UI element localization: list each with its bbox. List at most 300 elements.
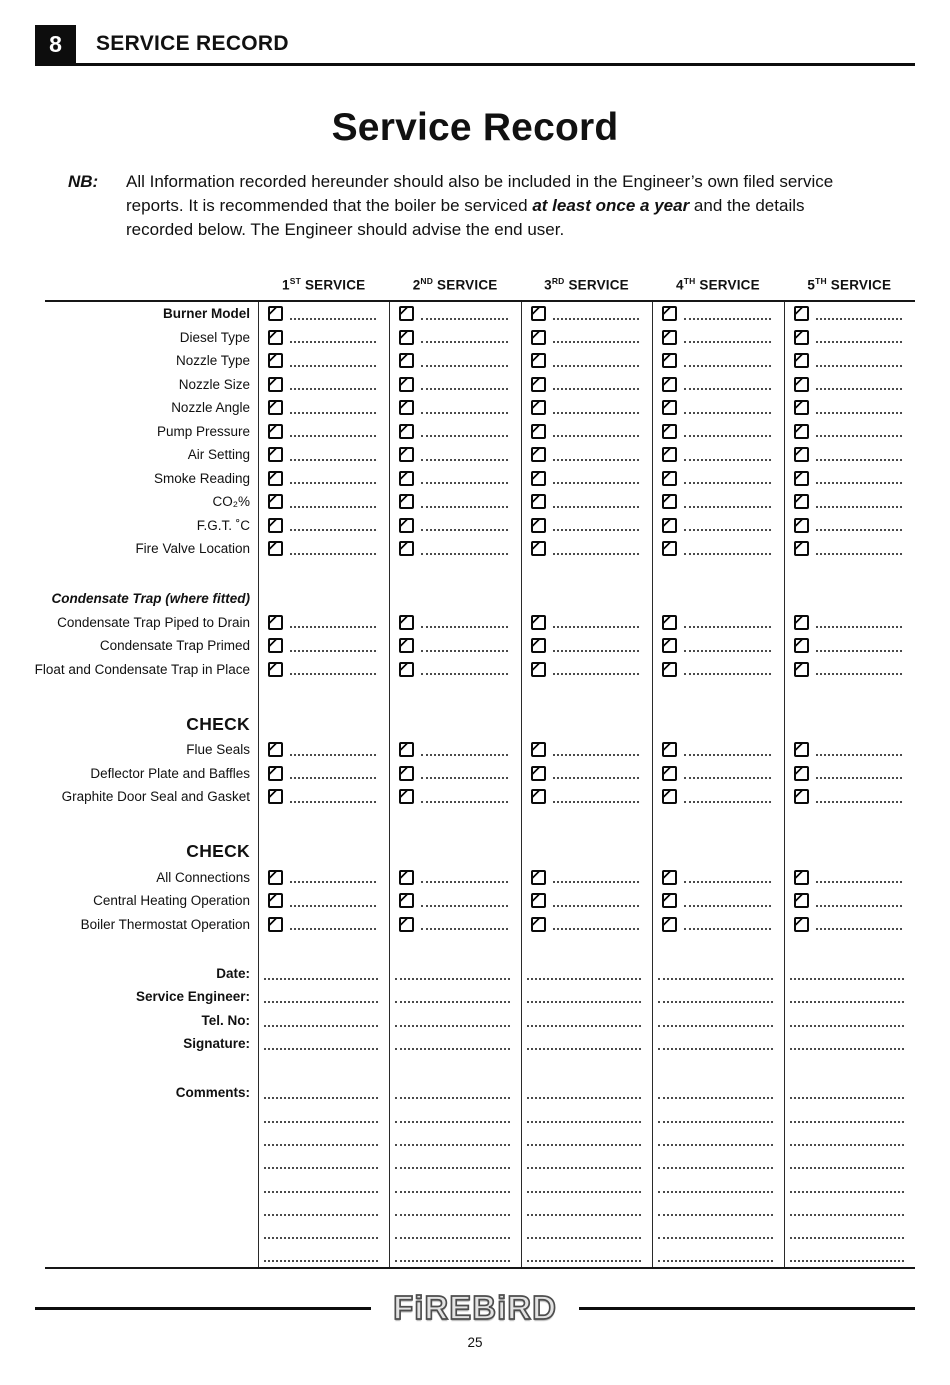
service-cell bbox=[652, 962, 783, 985]
entry-dotted-line bbox=[684, 881, 770, 883]
table-row bbox=[45, 889, 915, 913]
row-label bbox=[45, 1032, 258, 1055]
checkbox-icon bbox=[399, 662, 414, 677]
service-cell bbox=[258, 889, 389, 913]
service-cell bbox=[784, 513, 915, 537]
service-cell bbox=[521, 1032, 652, 1055]
service-cell bbox=[389, 808, 520, 834]
service-cell bbox=[389, 936, 520, 962]
table-row bbox=[45, 1151, 915, 1174]
service-cell bbox=[389, 962, 520, 985]
checkbox-icon bbox=[399, 917, 414, 932]
table-row bbox=[45, 1104, 915, 1127]
service-cell bbox=[784, 889, 915, 913]
service-cell bbox=[521, 372, 652, 396]
row-label bbox=[45, 808, 258, 834]
row-label-text: Diesel Type bbox=[179, 329, 250, 345]
entry-dotted-line bbox=[553, 365, 639, 367]
service-cell bbox=[652, 325, 783, 349]
table-row bbox=[45, 912, 915, 936]
service-cell bbox=[652, 985, 783, 1008]
service-cell bbox=[521, 834, 652, 865]
row-label-text: Service Engineer: bbox=[135, 989, 250, 1005]
checkbox-icon bbox=[662, 424, 677, 439]
checkbox-icon bbox=[268, 424, 283, 439]
table-row bbox=[45, 610, 915, 634]
service-cell bbox=[521, 302, 652, 326]
service-cell bbox=[521, 681, 652, 707]
entry-dotted-line bbox=[553, 435, 639, 437]
row-label-text: Tel. No: bbox=[201, 1012, 250, 1028]
entry-dotted-line bbox=[395, 1097, 509, 1099]
entry-dotted-line bbox=[527, 1191, 641, 1193]
entry-dotted-line bbox=[816, 801, 902, 803]
entry-dotted-line bbox=[816, 459, 902, 461]
entry-dotted-line bbox=[395, 1260, 509, 1262]
checkbox-icon bbox=[268, 742, 283, 757]
checkbox-icon bbox=[399, 870, 414, 885]
checkbox-icon bbox=[399, 638, 414, 653]
row-label bbox=[45, 785, 258, 809]
nb-note bbox=[68, 170, 875, 242]
row-label-text: F.G.T. ˚C bbox=[196, 517, 250, 533]
checkbox-icon bbox=[794, 306, 809, 321]
firebird-logo: FiREBiRD bbox=[393, 1289, 557, 1327]
table-row bbox=[45, 1055, 915, 1081]
service-cell bbox=[258, 466, 389, 490]
service-cell bbox=[258, 808, 389, 834]
service-cell bbox=[389, 634, 520, 658]
checkbox-icon bbox=[531, 662, 546, 677]
checkbox-icon bbox=[268, 766, 283, 781]
entry-dotted-line bbox=[658, 1260, 772, 1262]
service-cell bbox=[784, 1104, 915, 1127]
entry-dotted-line bbox=[395, 1001, 509, 1003]
service-cell bbox=[258, 490, 389, 514]
entry-dotted-line bbox=[421, 754, 507, 756]
service-cell bbox=[521, 889, 652, 913]
checkbox-icon bbox=[531, 742, 546, 757]
service-cell bbox=[652, 889, 783, 913]
checkbox-icon bbox=[794, 518, 809, 533]
service-cell bbox=[389, 302, 520, 326]
service-cell bbox=[389, 738, 520, 762]
table-row bbox=[45, 1174, 915, 1197]
service-cell bbox=[652, 466, 783, 490]
table-row bbox=[45, 490, 915, 514]
checkbox-icon bbox=[794, 615, 809, 630]
checkbox-icon bbox=[662, 471, 677, 486]
entry-dotted-line bbox=[684, 341, 770, 343]
column-header: 3RD SERVICE bbox=[544, 276, 629, 293]
nb-emphasis: at least once a year bbox=[532, 196, 690, 216]
service-cell bbox=[652, 1198, 783, 1221]
service-cell bbox=[389, 1244, 520, 1267]
checkbox-icon bbox=[662, 353, 677, 368]
table-row bbox=[45, 634, 915, 658]
entry-dotted-line bbox=[790, 978, 904, 980]
entry-dotted-line bbox=[658, 978, 772, 980]
entry-dotted-line bbox=[816, 650, 902, 652]
service-cell bbox=[784, 490, 915, 514]
checkbox-icon bbox=[531, 789, 546, 804]
entry-dotted-line bbox=[816, 928, 902, 930]
service-cell bbox=[784, 738, 915, 762]
entry-dotted-line bbox=[527, 1214, 641, 1216]
table-row bbox=[45, 466, 915, 490]
entry-dotted-line bbox=[290, 881, 376, 883]
row-label bbox=[45, 443, 258, 467]
entry-dotted-line bbox=[421, 412, 507, 414]
entry-dotted-line bbox=[395, 1167, 509, 1169]
table-row bbox=[45, 1128, 915, 1151]
row-label bbox=[45, 537, 258, 561]
service-cell bbox=[389, 586, 520, 610]
table-row bbox=[45, 738, 915, 762]
service-cell bbox=[784, 586, 915, 610]
service-cell bbox=[389, 1221, 520, 1244]
service-cell bbox=[258, 610, 389, 634]
entry-dotted-line bbox=[527, 1097, 641, 1099]
row-label bbox=[45, 490, 258, 514]
entry-dotted-line bbox=[527, 1144, 641, 1146]
checkbox-icon bbox=[794, 424, 809, 439]
row-label-text: Fire Valve Location bbox=[135, 541, 250, 557]
row-label bbox=[45, 325, 258, 349]
service-cell bbox=[521, 707, 652, 738]
row-label bbox=[45, 936, 258, 962]
entry-dotted-line bbox=[527, 1260, 641, 1262]
entry-dotted-line bbox=[264, 1191, 378, 1193]
footer-rule-left bbox=[35, 1307, 371, 1310]
service-cell bbox=[652, 396, 783, 420]
service-cell bbox=[258, 443, 389, 467]
entry-dotted-line bbox=[395, 1144, 509, 1146]
entry-dotted-line bbox=[527, 978, 641, 980]
service-cell bbox=[784, 681, 915, 707]
entry-dotted-line bbox=[290, 459, 376, 461]
entry-dotted-line bbox=[553, 626, 639, 628]
checkbox-icon bbox=[399, 377, 414, 392]
entry-dotted-line bbox=[264, 1237, 378, 1239]
entry-dotted-line bbox=[290, 435, 376, 437]
entry-dotted-line bbox=[658, 1144, 772, 1146]
checkbox-icon bbox=[794, 541, 809, 556]
checkbox-icon bbox=[268, 893, 283, 908]
service-cell bbox=[652, 586, 783, 610]
checkbox-icon bbox=[531, 424, 546, 439]
service-cell bbox=[258, 1081, 389, 1104]
entry-dotted-line bbox=[790, 1048, 904, 1050]
service-cell bbox=[521, 1244, 652, 1267]
row-label bbox=[45, 1151, 258, 1174]
service-cell bbox=[389, 560, 520, 586]
service-cell bbox=[389, 396, 520, 420]
row-label bbox=[45, 560, 258, 586]
service-cell bbox=[258, 681, 389, 707]
service-cell bbox=[652, 808, 783, 834]
table-row bbox=[45, 396, 915, 420]
entry-dotted-line bbox=[790, 1097, 904, 1099]
entry-dotted-line bbox=[658, 1048, 772, 1050]
entry-dotted-line bbox=[421, 529, 507, 531]
row-label-text: All Connections bbox=[156, 869, 250, 885]
checkbox-icon bbox=[794, 447, 809, 462]
checkbox-icon bbox=[794, 893, 809, 908]
checkbox-icon bbox=[531, 870, 546, 885]
service-cell bbox=[784, 834, 915, 865]
checkbox-icon bbox=[268, 330, 283, 345]
entry-dotted-line bbox=[290, 650, 376, 652]
service-cell bbox=[652, 761, 783, 785]
entry-dotted-line bbox=[264, 1001, 378, 1003]
service-cell bbox=[652, 1032, 783, 1055]
service-cell bbox=[521, 1104, 652, 1127]
service-cell bbox=[521, 349, 652, 373]
service-cell bbox=[521, 738, 652, 762]
service-cell bbox=[389, 761, 520, 785]
entry-dotted-line bbox=[421, 459, 507, 461]
service-cell bbox=[784, 537, 915, 561]
row-label bbox=[45, 1104, 258, 1127]
entry-dotted-line bbox=[421, 388, 507, 390]
service-cell bbox=[521, 1174, 652, 1197]
service-cell bbox=[258, 325, 389, 349]
row-label bbox=[45, 634, 258, 658]
service-cell bbox=[389, 443, 520, 467]
entry-dotted-line bbox=[290, 553, 376, 555]
entry-dotted-line bbox=[684, 754, 770, 756]
checkbox-icon bbox=[794, 917, 809, 932]
row-label bbox=[45, 865, 258, 889]
service-cell bbox=[784, 372, 915, 396]
checkbox-icon bbox=[531, 471, 546, 486]
service-cell bbox=[784, 707, 915, 738]
entry-dotted-line bbox=[290, 341, 376, 343]
entry-dotted-line bbox=[421, 506, 507, 508]
service-cell bbox=[258, 865, 389, 889]
checkbox-icon bbox=[794, 471, 809, 486]
checkbox-icon bbox=[268, 917, 283, 932]
service-cell bbox=[389, 785, 520, 809]
service-cell bbox=[521, 912, 652, 936]
service-cell bbox=[652, 1221, 783, 1244]
entry-dotted-line bbox=[421, 905, 507, 907]
checkbox-icon bbox=[662, 518, 677, 533]
service-cell bbox=[389, 834, 520, 865]
service-cell bbox=[258, 1151, 389, 1174]
table-row bbox=[45, 1032, 915, 1055]
entry-dotted-line bbox=[395, 1025, 509, 1027]
service-cell bbox=[389, 372, 520, 396]
row-label bbox=[45, 349, 258, 373]
row-label-text: CHECK bbox=[186, 841, 250, 862]
entry-dotted-line bbox=[790, 1237, 904, 1239]
entry-dotted-line bbox=[658, 1097, 772, 1099]
checkbox-icon bbox=[662, 766, 677, 781]
row-label bbox=[45, 1221, 258, 1244]
service-cell bbox=[784, 1008, 915, 1031]
service-cell bbox=[784, 349, 915, 373]
table-row bbox=[34, 657, 915, 681]
entry-dotted-line bbox=[527, 1121, 641, 1123]
row-label-text: Graphite Door Seal and Gasket bbox=[61, 789, 250, 805]
table-row bbox=[45, 865, 915, 889]
checkbox-icon bbox=[531, 377, 546, 392]
service-cell bbox=[784, 560, 915, 586]
checkbox-icon bbox=[531, 330, 546, 345]
service-cell bbox=[521, 1128, 652, 1151]
row-label bbox=[45, 302, 258, 326]
entry-dotted-line bbox=[421, 801, 507, 803]
checkbox-icon bbox=[794, 662, 809, 677]
service-cell bbox=[784, 1221, 915, 1244]
checkbox-icon bbox=[399, 447, 414, 462]
table-row bbox=[45, 325, 915, 349]
entry-dotted-line bbox=[421, 482, 507, 484]
entry-dotted-line bbox=[816, 673, 902, 675]
service-cell bbox=[521, 936, 652, 962]
page-number: 25 bbox=[467, 1335, 483, 1351]
service-record-table bbox=[34, 276, 915, 1269]
entry-dotted-line bbox=[816, 365, 902, 367]
table-row bbox=[45, 537, 915, 561]
service-cell bbox=[784, 1198, 915, 1221]
entry-dotted-line bbox=[290, 905, 376, 907]
entry-dotted-line bbox=[658, 1167, 772, 1169]
entry-dotted-line bbox=[264, 1025, 378, 1027]
entry-dotted-line bbox=[790, 1144, 904, 1146]
row-label bbox=[45, 962, 258, 985]
service-cell bbox=[258, 962, 389, 985]
service-cell bbox=[521, 325, 652, 349]
row-label bbox=[45, 513, 258, 537]
service-cell bbox=[784, 1151, 915, 1174]
entry-dotted-line bbox=[421, 650, 507, 652]
service-cell bbox=[652, 707, 783, 738]
entry-dotted-line bbox=[421, 553, 507, 555]
service-cell bbox=[784, 466, 915, 490]
entry-dotted-line bbox=[684, 365, 770, 367]
entry-dotted-line bbox=[684, 412, 770, 414]
nb-text-before: All Information recorded hereunder should also be included in the Engineer’s own filed service reports. It is recommended that the boiler be serviced bbox=[126, 172, 834, 216]
table-row bbox=[45, 936, 915, 962]
checkbox-icon bbox=[662, 662, 677, 677]
entry-dotted-line bbox=[816, 905, 902, 907]
table-row bbox=[45, 1008, 915, 1031]
service-cell bbox=[784, 1244, 915, 1267]
entry-dotted-line bbox=[684, 459, 770, 461]
service-cell bbox=[389, 912, 520, 936]
checkbox-icon bbox=[662, 306, 677, 321]
service-cell bbox=[389, 1151, 520, 1174]
service-cell bbox=[652, 1244, 783, 1267]
entry-dotted-line bbox=[553, 673, 639, 675]
service-cell bbox=[784, 1081, 915, 1104]
entry-dotted-line bbox=[395, 1191, 509, 1193]
checkbox-icon bbox=[794, 400, 809, 415]
service-cell bbox=[258, 738, 389, 762]
service-cell bbox=[784, 396, 915, 420]
checkbox-icon bbox=[662, 447, 677, 462]
nb-label: NB: bbox=[68, 172, 99, 191]
entry-dotted-line bbox=[684, 506, 770, 508]
entry-dotted-line bbox=[816, 777, 902, 779]
entry-dotted-line bbox=[816, 506, 902, 508]
service-cell bbox=[652, 657, 783, 681]
entry-dotted-line bbox=[290, 412, 376, 414]
entry-dotted-line bbox=[553, 881, 639, 883]
row-label bbox=[45, 419, 258, 443]
checkbox-icon bbox=[662, 893, 677, 908]
checkbox-icon bbox=[531, 518, 546, 533]
row-label bbox=[45, 1128, 258, 1151]
entry-dotted-line bbox=[790, 1191, 904, 1193]
entry-dotted-line bbox=[790, 1025, 904, 1027]
footer-rule-right bbox=[579, 1307, 915, 1310]
entry-dotted-line bbox=[290, 801, 376, 803]
service-cell bbox=[784, 325, 915, 349]
entry-dotted-line bbox=[658, 1025, 772, 1027]
service-cell bbox=[258, 1104, 389, 1127]
service-cell bbox=[652, 834, 783, 865]
checkbox-icon bbox=[268, 870, 283, 885]
checkbox-icon bbox=[531, 353, 546, 368]
checkbox-icon bbox=[268, 306, 283, 321]
row-label bbox=[45, 1081, 258, 1104]
service-cell bbox=[521, 466, 652, 490]
table-row bbox=[45, 761, 915, 785]
checkbox-icon bbox=[662, 870, 677, 885]
entry-dotted-line bbox=[790, 1167, 904, 1169]
service-cell bbox=[258, 936, 389, 962]
checkbox-icon bbox=[268, 400, 283, 415]
entry-dotted-line bbox=[290, 482, 376, 484]
service-cell bbox=[784, 1174, 915, 1197]
service-cell bbox=[652, 785, 783, 809]
entry-dotted-line bbox=[658, 1121, 772, 1123]
checkbox-icon bbox=[531, 638, 546, 653]
row-label bbox=[45, 1198, 258, 1221]
entry-dotted-line bbox=[290, 777, 376, 779]
service-cell bbox=[521, 1151, 652, 1174]
entry-dotted-line bbox=[553, 754, 639, 756]
service-cell bbox=[521, 1221, 652, 1244]
service-table-header bbox=[45, 276, 915, 300]
row-label bbox=[45, 889, 258, 913]
row-label bbox=[45, 761, 258, 785]
checkbox-icon bbox=[399, 615, 414, 630]
entry-dotted-line bbox=[684, 801, 770, 803]
checkbox-icon bbox=[531, 306, 546, 321]
entry-dotted-line bbox=[553, 482, 639, 484]
entry-dotted-line bbox=[527, 1048, 641, 1050]
service-cell bbox=[521, 1198, 652, 1221]
row-label-text: Condensate Trap Piped to Drain bbox=[57, 614, 250, 630]
row-label-text: Pump Pressure bbox=[156, 423, 250, 439]
service-cell bbox=[521, 586, 652, 610]
row-label-text: Deflector Plate and Baffles bbox=[90, 765, 250, 781]
checkbox-icon bbox=[662, 917, 677, 932]
entry-dotted-line bbox=[553, 459, 639, 461]
checkbox-icon bbox=[531, 615, 546, 630]
service-cell bbox=[652, 865, 783, 889]
row-label-text: CHECK bbox=[186, 713, 250, 734]
checkbox-icon bbox=[794, 377, 809, 392]
checkbox-icon bbox=[531, 447, 546, 462]
checkbox-icon bbox=[268, 447, 283, 462]
row-label bbox=[45, 707, 258, 738]
